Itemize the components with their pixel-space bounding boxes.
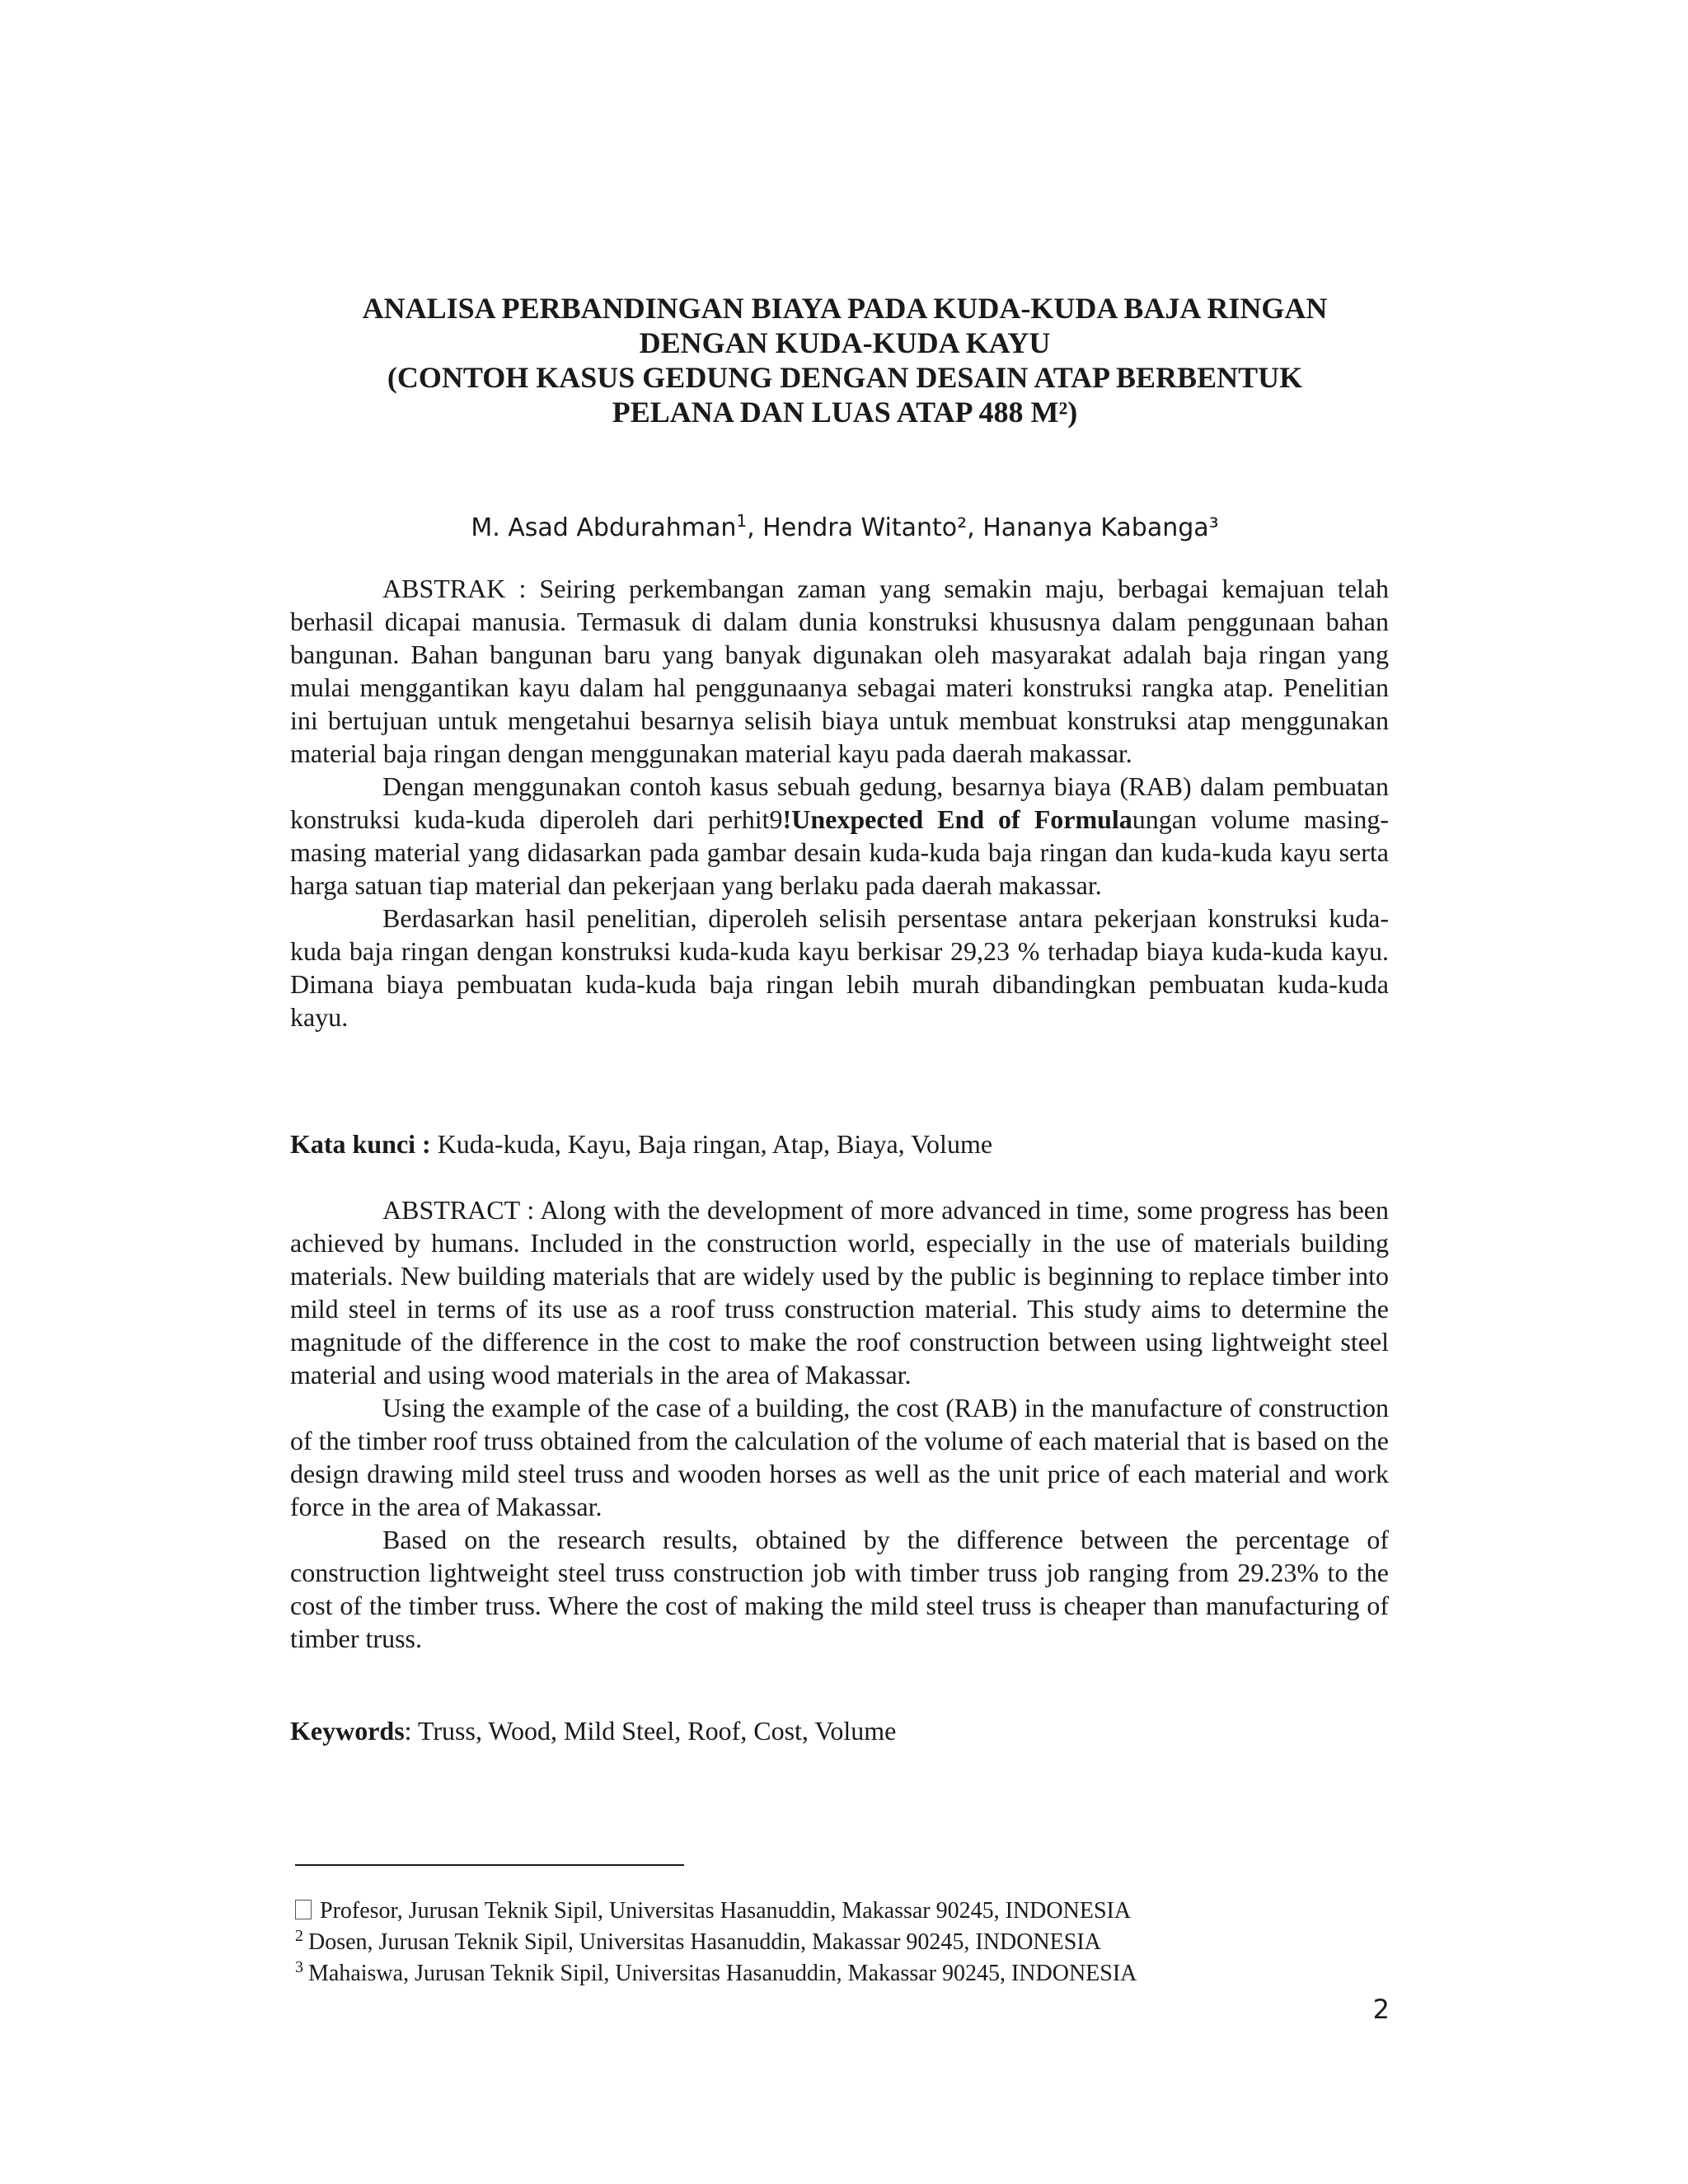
footnote-2 bbox=[295, 1927, 1391, 1958]
author-2: Hendra Witanto² bbox=[762, 513, 968, 542]
author-3: Hananya Kabanga³ bbox=[982, 513, 1219, 542]
keywords-line bbox=[290, 1714, 1389, 1747]
author-1-name: M. Asad Abdurahman bbox=[471, 513, 737, 542]
abstrak-paragraph-2-end: ungan volume masing-masing material yang didasarkan pada gambar desain kuda-kuda baja ringan dan kuda-kuda kayu serta harga satuan tiap material dan pekerjaan yang berlaku pada daerah makassar. bbox=[290, 804, 1390, 900]
footnote-1-text: Profesor, Jurusan Teknik Sipil, Universitas Hasanuddin, Makassar 90245, INDONESIA bbox=[320, 1898, 1132, 1924]
title-line-4: PELANA DAN LUAS ATAP 488 M²) bbox=[612, 396, 1078, 429]
abstract-section bbox=[290, 1193, 1389, 1655]
page-number: 2 bbox=[1372, 1994, 1390, 2025]
abstrak-section bbox=[290, 572, 1389, 1033]
kata-kunci-value: Kuda-kuda, Kayu, Baja ringan, Atap, Biaya, Volume bbox=[430, 1129, 993, 1159]
keywords-value: : Truss, Wood, Mild Steel, Roof, Cost, Volume bbox=[404, 1716, 897, 1746]
footnote-2-mark: 2 bbox=[295, 1926, 303, 1945]
abstract-paragraph-1: ABSTRACT : Along with the development of more advanced in time, some progress has been achieved by humans. Included in the construction world, especially in the use of materials building materials. New building materials that are widely used by the public is beginning to replace timber into mild steel in terms of its use as a roof truss construction material. This study aims to determine the magnitude of the difference in the cost to make the roof construction between using lightweight steel material and using wood materials in the area of Makassar. bbox=[290, 1195, 1389, 1390]
kata-kunci-label: Kata kunci : bbox=[290, 1129, 431, 1159]
author-list bbox=[288, 504, 1401, 545]
footnotes bbox=[295, 1896, 1391, 1990]
title-line-3: (CONTOH KASUS GEDUNG DENGAN DESAIN ATAP BERBENTUK bbox=[387, 361, 1303, 394]
formula-error-text: !Unexpected End of Formula bbox=[782, 804, 1132, 834]
author-1-superscript: 1 bbox=[736, 511, 748, 531]
abstrak-paragraph-2 bbox=[290, 770, 1389, 902]
title-line-1: ANALISA PERBANDINGAN BIAYA PADA KUDA-KUDA BAJA RINGAN bbox=[362, 292, 1328, 325]
footnote-1 bbox=[295, 1896, 1391, 1927]
footnote-divider bbox=[295, 1864, 684, 1866]
abstrak-paragraph-3: Berdasarkan hasil penelitian, diperoleh selisih persentase antara pekerjaan konstruksi kuda-kuda baja ringan dengan konstruksi kuda-kuda kayu berkisar 29,23 % terhadap biaya kuda-kuda kayu. Dimana biaya pembuatan kuda-kuda baja ringan lebih murah dibandingkan pembuatan kuda-kuda kayu. bbox=[290, 903, 1389, 1032]
keywords-label: Keywords bbox=[290, 1716, 405, 1746]
missing-glyph-box-icon bbox=[295, 1900, 312, 1919]
footnote-3 bbox=[295, 1958, 1391, 1990]
author-separator: , bbox=[967, 513, 983, 542]
footnote-3-mark: 3 bbox=[295, 1957, 303, 1976]
footnote-3-text: Mahaiswa, Jurusan Teknik Sipil, Universitas Hasanuddin, Makassar 90245, INDONESIA bbox=[308, 1961, 1137, 1986]
author-separator: , bbox=[747, 513, 763, 542]
kata-kunci-line bbox=[290, 1127, 1389, 1160]
abstrak-paragraph-2-start: Dengan menggunakan contoh kasus sebuah gedung, besarnya biaya (RAB) dalam pembuatan konstruksi kuda-kuda diperoleh dari perhit9 bbox=[290, 771, 1389, 834]
title-line-2: DENGAN KUDA-KUDA KAYU bbox=[639, 326, 1051, 359]
paper-title bbox=[288, 291, 1401, 429]
abstract-paragraph-3: Based on the research results, obtained by the difference between the percentage of construction lightweight steel truss construction job with timber truss job ranging from 29.23% to the cost of the timber truss. Where the cost of making the mild steel truss is cheaper than manufacturing of timber truss. bbox=[290, 1525, 1389, 1653]
abstract-paragraph-2: Using the example of the case of a building, the cost (RAB) in the manufacture of construction of the timber roof truss obtained from the calculation of the volume of each material that is based on the design drawing mild steel truss and wooden horses as well as the unit price of each material and work force in the area of Makassar. bbox=[290, 1393, 1389, 1521]
footnote-2-text: Dosen, Jurusan Teknik Sipil, Universitas Hasanuddin, Makassar 90245, INDONESIA bbox=[308, 1929, 1101, 1955]
abstrak-paragraph-1: ABSTRAK : Seiring perkembangan zaman yang semakin maju, berbagai kemajuan telah berhasil dicapai manusia. Termasuk di dalam dunia konstruksi khususnya dalam penggunaan bahan bangunan. Bahan bangunan baru yang banyak digunakan oleh masyarakat adalah baja ringan yang mulai menggantikan kayu dalam hal penggunaanya sebagai materi konstruksi rangka atap. Penelitian ini bertujuan untuk mengetahui besarnya selisih biaya untuk membuat konstruksi atap menggunakan material baja ringan dengan menggunakan material kayu pada daerah makassar. bbox=[290, 574, 1389, 768]
